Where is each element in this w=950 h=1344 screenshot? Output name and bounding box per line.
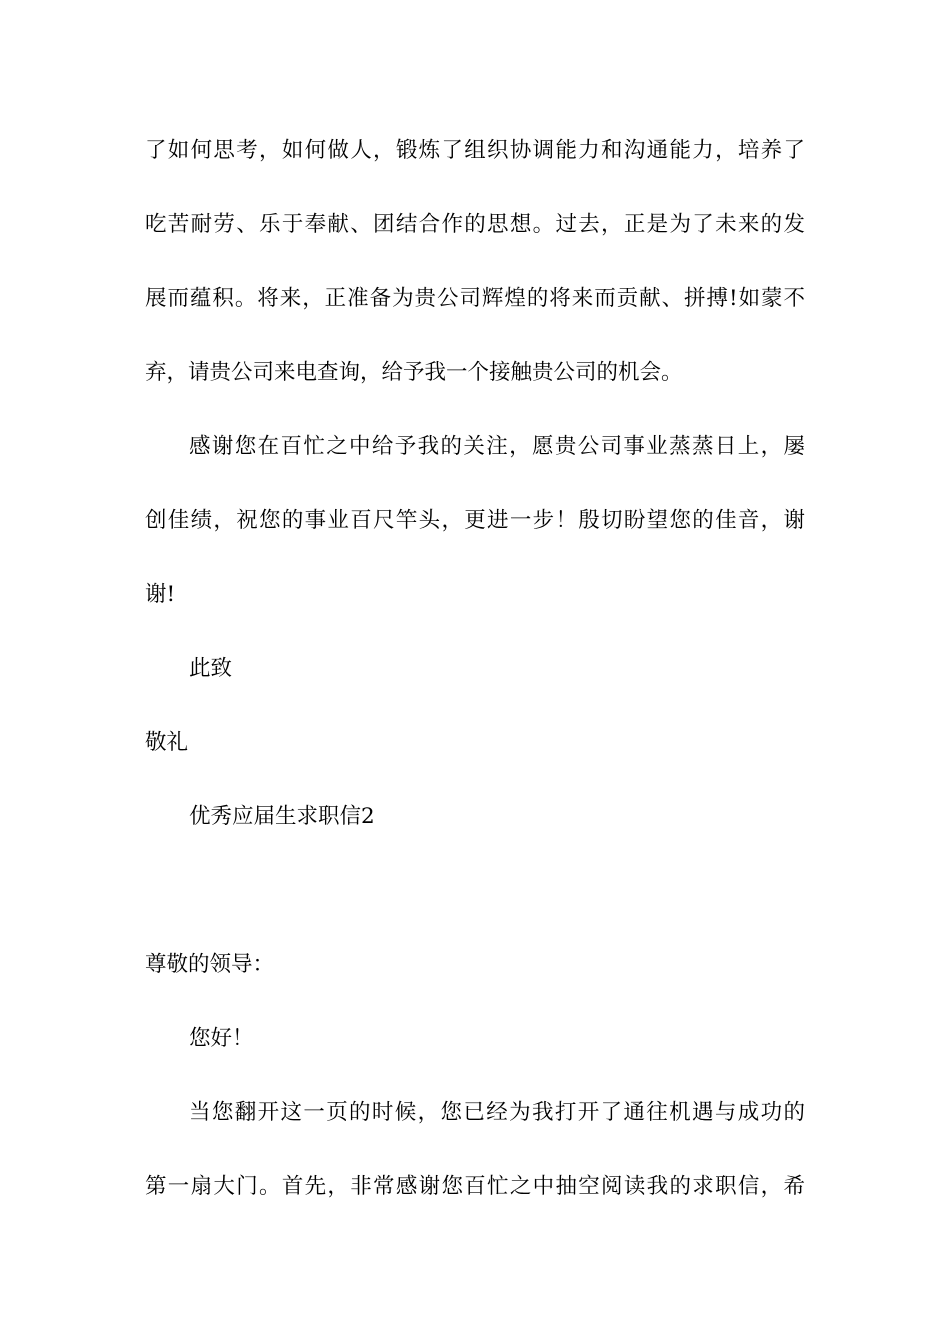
salutation-closing: 敬礼: [145, 730, 189, 755]
closing-phrase: 此致: [189, 656, 233, 681]
paragraph-line: 当您翻开这一页的时候，您已经为我打开了通往机遇与成功的: [189, 1100, 805, 1125]
paragraph-line: 吃苦耐劳、乐于奉献、团结合作的思想。过去，正是为了未来的发: [145, 212, 805, 237]
greeting-hello: 您好！: [189, 1026, 254, 1051]
paragraph-line: 了如何思考，如何做人，锻炼了组织协调能力和沟通能力，培养了: [145, 138, 805, 163]
paragraph-line: 感谢您在百忙之中给予我的关注，愿贵公司事业蒸蒸日上，屡: [189, 434, 805, 459]
greeting-line: 尊敬的领导：: [145, 952, 275, 977]
paragraph-line: 第一扇大门。首先，非常感谢您百忙之中抽空阅读我的求职信，希: [145, 1174, 805, 1199]
paragraph-line: 创佳绩，祝您的事业百尺竿头，更进一步！殷切盼望您的佳音，谢: [145, 508, 805, 533]
section-title: 优秀应届生求职信2: [189, 804, 375, 829]
paragraph-line: 弃，请贵公司来电查询，给予我一个接触贵公司的机会。: [145, 360, 683, 385]
paragraph-line: 展而蕴积。将来，正准备为贵公司辉煌的将来而贡献、拼搏!如蒙不: [145, 286, 805, 311]
paragraph-line: 谢!: [145, 582, 176, 607]
